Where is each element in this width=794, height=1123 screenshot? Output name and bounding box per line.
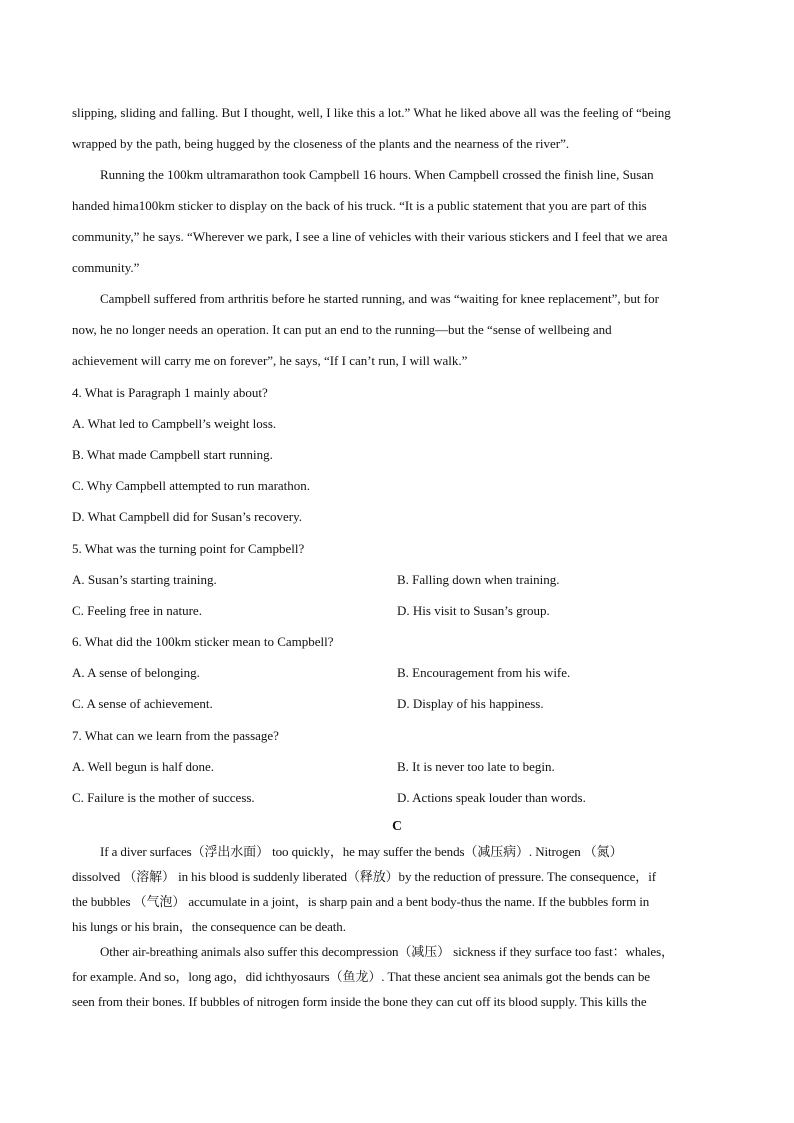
passage-b-line: handed hima100km sticker to display on the back of his truck. “It is a public statement that you are part of this bbox=[72, 198, 647, 213]
answer-option: D. His visit to Susan’s group. bbox=[397, 603, 550, 618]
answer-option: A. A sense of belonging. bbox=[72, 665, 200, 680]
answer-option: C. Feeling free in nature. bbox=[72, 603, 202, 618]
passage-b-line: community.” bbox=[72, 260, 140, 275]
answer-option: C. A sense of achievement. bbox=[72, 696, 213, 711]
answer-option: C. Failure is the mother of success. bbox=[72, 790, 255, 805]
passage-c-line: seen from their bones. If bubbles of nitrogen form inside the bone they can cut off its blood supply. This kills the bbox=[72, 994, 647, 1009]
answer-option: B. Falling down when training. bbox=[397, 572, 560, 587]
answer-option: B. It is never too late to begin. bbox=[397, 759, 555, 774]
section-heading: C bbox=[392, 818, 402, 833]
question-stem: 4. What is Paragraph 1 mainly about? bbox=[72, 385, 268, 400]
passage-b-line: slipping, sliding and falling. But I thought, well, I like this a lot.” What he liked above all was the feeling of “being bbox=[72, 105, 671, 120]
passage-b-line: Running the 100km ultramarathon took Campbell 16 hours. When Campbell crossed the finish line, Susan bbox=[100, 167, 654, 182]
answer-option: A. Well begun is half done. bbox=[72, 759, 215, 774]
answer-option: B. What made Campbell start running. bbox=[72, 447, 273, 462]
answer-option: B. Encouragement from his wife. bbox=[397, 665, 571, 680]
answer-option: D. Display of his happiness. bbox=[397, 696, 544, 711]
passage-c-line: dissolved （溶解） in his blood is suddenly liberated（释放）by the reduction of pressure. The consequence，if bbox=[72, 869, 656, 884]
passage-b-line: Campbell suffered from arthritis before he started running, and was “waiting for knee replacement”, but for bbox=[100, 291, 659, 306]
answer-option: A. Susan’s starting training. bbox=[72, 572, 217, 587]
question-stem: 5. What was the turning point for Campbell? bbox=[72, 541, 305, 556]
passage-b-line: wrapped by the path, being hugged by the closeness of the plants and the nearness of the river”. bbox=[72, 136, 570, 151]
passage-c-line: for example. And so，long ago，did ichthyosaurs（鱼龙）. That these ancient sea animals got the bends can be bbox=[72, 969, 650, 984]
answer-option: A. What led to Campbell’s weight loss. bbox=[72, 416, 277, 431]
answer-option: D. What Campbell did for Susan’s recovery. bbox=[72, 509, 302, 524]
passage-b-line: now, he no longer needs an operation. It can put an end to the running—but the “sense of wellbeing and bbox=[72, 322, 612, 337]
answer-option: C. Why Campbell attempted to run marathon. bbox=[72, 478, 311, 493]
passage-b-line: achievement will carry me on forever”, he says, “If I can’t run, I will walk.” bbox=[72, 353, 468, 368]
passage-b-line: community,” he says. “Wherever we park, I see a line of vehicles with their various stickers and I feel that we area bbox=[72, 229, 668, 244]
answer-option: D. Actions speak louder than words. bbox=[397, 790, 586, 805]
passage-c-line: If a diver surfaces（浮出水面） too quickly，he may suffer the bends（减压病）. Nitrogen （氮） bbox=[100, 844, 623, 859]
passage-c-line: Other air-breathing animals also suffer this decompression（减压） sickness if they surface too fast：whales， bbox=[100, 944, 674, 959]
question-stem: 7. What can we learn from the passage? bbox=[72, 728, 279, 743]
question-stem: 6. What did the 100km sticker mean to Campbell? bbox=[72, 634, 334, 649]
passage-c-line: the bubbles （气泡） accumulate in a joint，is sharp pain and a bent body-thus the name. If the bubbles form in bbox=[72, 894, 650, 909]
passage-c-line: his lungs or his brain，the consequence can be death. bbox=[72, 919, 346, 934]
